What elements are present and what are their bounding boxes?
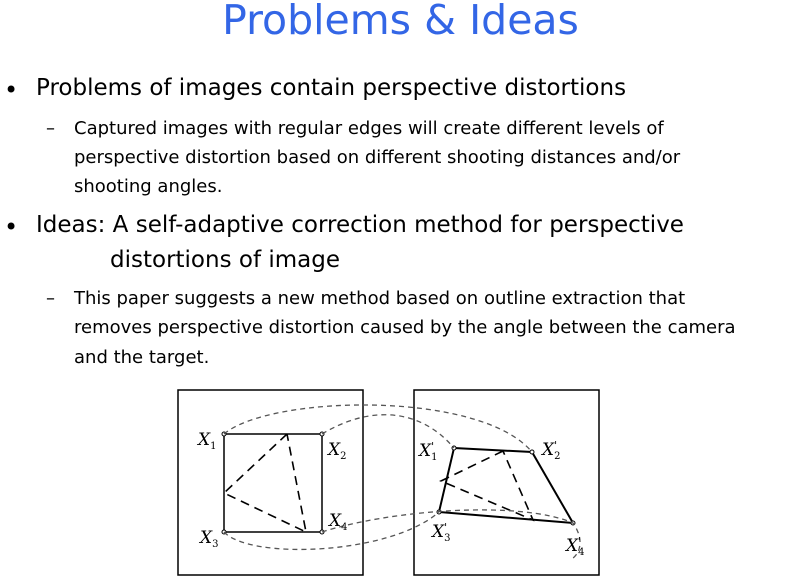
left-panel-frame — [178, 390, 363, 575]
left-dashed-triangle — [224, 434, 306, 532]
right-corner-point — [571, 521, 575, 525]
bullet-2-text-line-2: distortions of image — [110, 247, 340, 273]
left-corner-point — [320, 530, 324, 534]
correspondence-arc — [322, 510, 580, 560]
sub-bullet-2-line-2: removes perspective distortion caused by the angle between the camera — [74, 317, 736, 338]
sub-bullet-marker: – — [46, 118, 55, 139]
label-x1-prime: X' 1 — [419, 440, 438, 463]
label-x2-prime: X' 2 — [542, 439, 561, 462]
label-x2: $X_2$ — [328, 440, 347, 462]
sub-bullet-2-line-1: This paper suggests a new method based on outline extraction that — [74, 288, 686, 309]
label-x4-prime: X' 4 — [566, 535, 585, 558]
left-square — [224, 434, 322, 532]
sub-bullet-2-line-3: and the target. — [74, 347, 210, 368]
right-corner-point — [437, 510, 441, 514]
correspondence-arc — [322, 415, 454, 448]
bullet-1-text: Problems of images contain perspective distortions — [36, 75, 627, 101]
right-dashed-triangle — [441, 451, 533, 520]
label-x1: $X_1$ — [198, 430, 217, 452]
sub-bullet-1-line-3: shooting angles. — [74, 176, 223, 197]
sub-bullet-1-line-1: Captured images with regular edges will create different levels of — [74, 118, 664, 139]
bullet-marker: • — [4, 213, 19, 241]
sub-bullet-1-line-2: perspective distortion based on different shooting distances and/or — [74, 147, 681, 168]
label-x4: $X_4$ — [329, 511, 348, 533]
slide-title: Problems & Ideas — [222, 0, 579, 44]
left-corner-point — [320, 432, 324, 436]
left-corner-point — [222, 530, 226, 534]
sub-bullet-marker: – — [46, 288, 55, 309]
right-corner-point — [452, 446, 456, 450]
right-quadrilateral — [439, 448, 573, 523]
label-x3: $X_3$ — [200, 528, 219, 550]
bullet-marker: • — [4, 76, 19, 104]
correspondence-arc — [224, 512, 439, 549]
correspondence-arc — [224, 405, 532, 452]
bullet-2-text-line-1: Ideas: A self-adaptive correction method for perspective — [36, 212, 684, 238]
right-corner-point — [530, 450, 534, 454]
right-panel-frame — [414, 390, 599, 575]
label-x3-prime: X' 3 — [432, 521, 451, 544]
left-corner-point — [222, 432, 226, 436]
